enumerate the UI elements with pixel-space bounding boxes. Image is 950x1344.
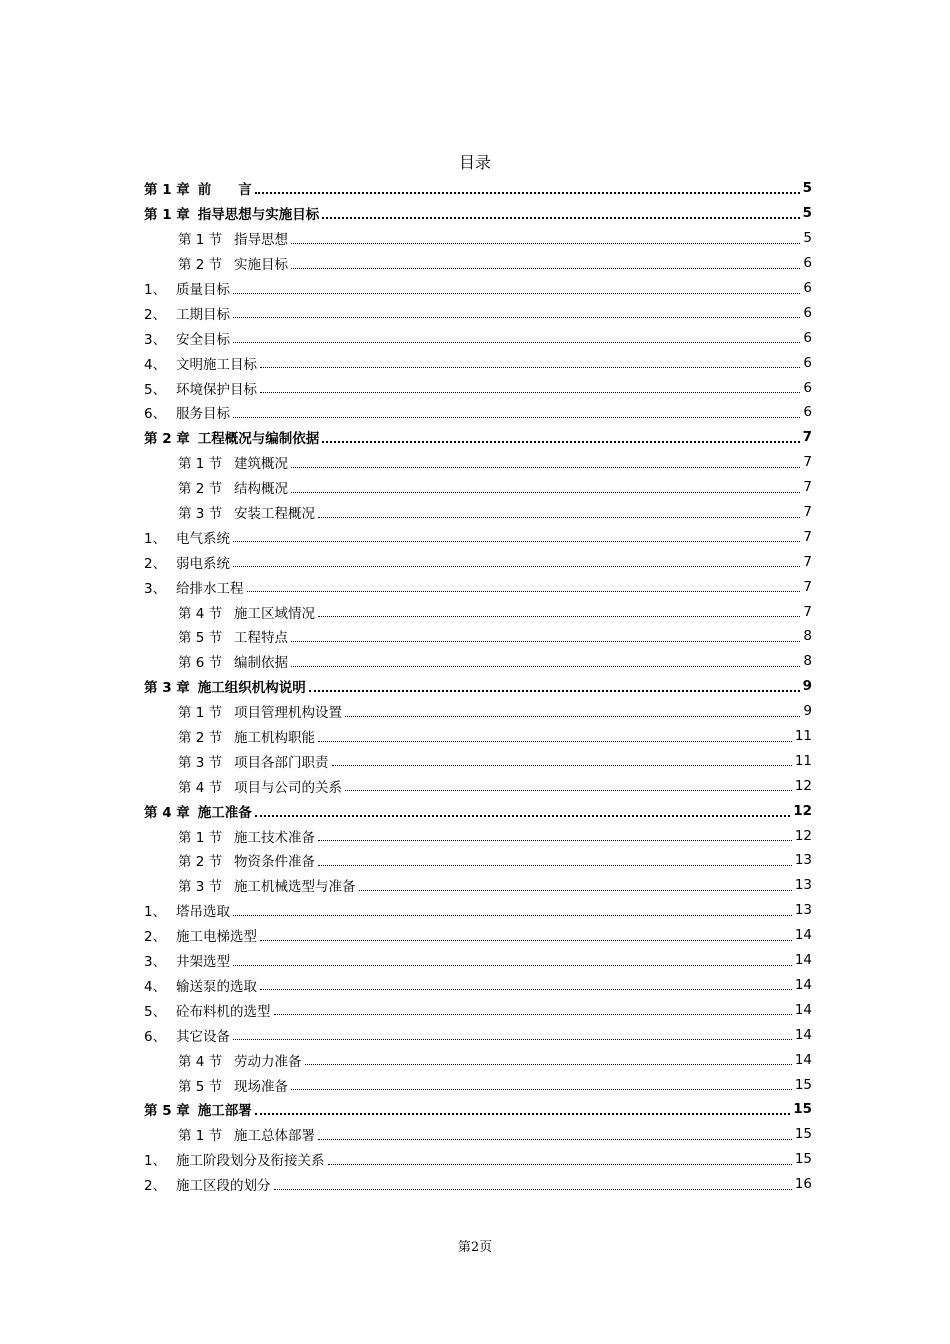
dot-leader: [233, 915, 792, 916]
toc-entry-title: 项目管理机构设置: [234, 705, 342, 722]
toc-entry-number: 1、: [144, 530, 167, 547]
toc-entry-number: 第 3 节: [178, 754, 223, 771]
toc-entry-page: 16: [794, 1176, 812, 1193]
toc-entry-page: 6: [803, 329, 812, 346]
toc-entry-page: 15: [794, 1076, 812, 1093]
toc-entry-title: 工程概况与编制依据: [197, 431, 320, 448]
toc-entry-title: 施工区域情况: [234, 605, 315, 622]
toc-entry-number: 3、: [144, 331, 167, 348]
toc-entry-page: 14: [794, 976, 812, 993]
toc-entry-title: 施工组织机构说明: [197, 680, 306, 697]
toc-entry-number: 第 6 节: [178, 655, 223, 672]
toc-entry-number: 第 1 节: [178, 1128, 223, 1145]
dot-leader: [291, 641, 800, 642]
toc-entry-page: 9: [803, 703, 812, 720]
toc-entry-number: 第 3 节: [178, 506, 223, 523]
toc-section-entry[interactable]: [144, 848, 812, 873]
toc-section-entry[interactable]: [144, 773, 812, 798]
dot-leader: [255, 192, 800, 194]
toc-chapter-entry[interactable]: [144, 798, 812, 823]
toc-entry-page: 7: [803, 479, 812, 496]
toc-entry-number: 第 5 节: [178, 630, 223, 647]
toc-entry-page: 5: [803, 230, 812, 247]
toc-entry-number: 第 1 章: [144, 207, 190, 224]
toc-entry-title: 服务目标: [176, 406, 230, 423]
toc-entry-page: 7: [803, 454, 812, 471]
toc-section-entry[interactable]: [144, 1072, 812, 1097]
toc-entry-number: 第 5 章: [144, 1103, 190, 1120]
toc-entry-page: 11: [794, 728, 812, 745]
toc-item-entry[interactable]: [144, 276, 812, 301]
toc-entry-number: 1、: [144, 1153, 167, 1170]
toc-entry-page: 13: [794, 852, 812, 869]
dot-leader: [255, 815, 790, 817]
toc-entry-title: 井架选型: [176, 954, 230, 971]
dot-leader: [291, 492, 800, 493]
dot-leader: [233, 965, 792, 966]
toc-entry-number: 6、: [144, 1028, 167, 1045]
toc-entry-title: 文明施工目标: [176, 356, 257, 373]
dot-leader: [318, 865, 792, 866]
toc-entry-page: 7: [803, 578, 812, 595]
toc-entry-title: 施工机构职能: [234, 730, 315, 747]
toc-entry-number: 第 2 节: [178, 730, 223, 747]
toc-entry-title: 劳动力准备: [234, 1053, 302, 1070]
dot-leader: [318, 840, 792, 841]
dot-leader: [359, 890, 792, 891]
dot-leader: [274, 1014, 792, 1015]
toc-section-entry[interactable]: [144, 450, 812, 475]
toc-entry-title: 施工技术准备: [234, 829, 315, 846]
dot-leader: [318, 616, 800, 617]
toc-entry-title: 工程特点: [234, 630, 288, 647]
toc-chapter-entry[interactable]: [144, 425, 812, 450]
toc-section-entry[interactable]: [144, 624, 812, 649]
toc-section-entry[interactable]: [144, 724, 812, 749]
toc-entry-number: 5、: [144, 381, 167, 398]
toc-entry-title: 输送泵的选取: [176, 978, 257, 995]
toc-entry-page: 6: [803, 379, 812, 396]
toc-item-entry[interactable]: [144, 300, 812, 325]
toc-entry-page: 7: [803, 553, 812, 570]
toc-item-entry[interactable]: [144, 973, 812, 998]
toc-entry-number: 第 1 节: [178, 232, 223, 249]
toc-entry-number: 第 4 节: [178, 605, 223, 622]
toc-entry-number: 第 2 章: [144, 431, 190, 448]
toc-entry-page: 14: [794, 1026, 812, 1043]
toc-entry-title: 塔吊选取: [176, 904, 230, 921]
toc-entry-number: 1、: [144, 904, 167, 921]
toc-section-entry[interactable]: [144, 251, 812, 276]
toc-entry-number: 第 2 节: [178, 481, 223, 498]
dot-leader: [233, 541, 800, 542]
toc-entry-page: 5: [802, 180, 812, 197]
toc-entry-title: 施工总体部署: [234, 1128, 315, 1145]
toc-section-entry[interactable]: [144, 599, 812, 624]
toc-entry-title: 环境保护目标: [176, 381, 257, 398]
toc-entry-page: 11: [794, 752, 812, 769]
toc-chapter-entry[interactable]: [144, 201, 812, 226]
toc-section-entry[interactable]: [144, 500, 812, 525]
toc-item-entry[interactable]: [144, 1172, 812, 1197]
toc-item-entry[interactable]: [144, 524, 812, 549]
toc-entry-title: 施工电梯选型: [176, 929, 257, 946]
toc-entry-title: 施工部署: [197, 1103, 252, 1120]
toc-entry-number: 2、: [144, 306, 167, 323]
toc-entry-number: 第 4 节: [178, 779, 223, 796]
toc-entry-title: 安装工程概况: [234, 506, 315, 523]
toc-entry-number: 2、: [144, 555, 167, 572]
toc-entry-number: 2、: [144, 1178, 167, 1195]
toc-entry-title: 编制依据: [234, 655, 288, 672]
dot-leader: [322, 441, 799, 443]
toc-item-entry[interactable]: [144, 997, 812, 1022]
toc-entry-number: 第 1 章: [144, 182, 190, 199]
toc-entry-title: 安全目标: [176, 331, 230, 348]
toc-section-entry[interactable]: [144, 748, 812, 773]
toc-entry-page: 6: [803, 280, 812, 296]
toc-entry-page: 5: [802, 205, 812, 222]
toc-entry-title: 实施目标: [234, 257, 288, 274]
dot-leader: [318, 741, 792, 742]
toc-item-entry[interactable]: [144, 948, 812, 973]
toc-section-entry[interactable]: [144, 1047, 812, 1072]
toc-entry-number: 3、: [144, 954, 167, 971]
toc-entry-page: 14: [794, 927, 812, 944]
toc-entry-page: 6: [803, 404, 812, 421]
dot-leader: [260, 392, 800, 393]
dot-leader: [260, 367, 800, 368]
toc-entry-number: 2、: [144, 929, 167, 946]
toc-item-entry[interactable]: [144, 375, 812, 400]
toc-entry-title: 其它设备: [176, 1028, 230, 1045]
toc-entry-number: 3、: [144, 580, 167, 597]
toc-entry-title: 质量目标: [176, 282, 230, 298]
toc-entry-page: 15: [794, 1126, 812, 1143]
toc-entry-title: 给排水工程: [176, 580, 244, 597]
toc-entry-page: 6: [803, 304, 812, 321]
toc-entry-page: 12: [793, 802, 812, 819]
toc-entry-page: 14: [794, 1051, 812, 1068]
dot-leader: [274, 1189, 792, 1190]
dot-leader: [328, 1164, 792, 1165]
toc-entry-title: 前 言: [197, 182, 252, 199]
toc-chapter-entry[interactable]: [144, 176, 812, 201]
toc-entry-page: 7: [802, 429, 812, 446]
toc-section-entry[interactable]: [144, 226, 812, 251]
dot-leader: [291, 268, 800, 269]
toc-item-entry[interactable]: [144, 350, 812, 375]
toc-entry-number: 第 5 节: [178, 1078, 223, 1095]
toc-entry-title: 结构概况: [234, 481, 288, 498]
toc-title: 目录: [458, 153, 491, 172]
toc-entry-page: 15: [793, 1101, 812, 1118]
dot-leader: [233, 566, 800, 567]
toc-entry-number: 第 3 章: [144, 680, 190, 697]
table-of-contents: [144, 176, 812, 1197]
toc-entry-page: 6: [803, 354, 812, 371]
toc-entry-page: 7: [803, 504, 812, 521]
dot-leader: [233, 293, 800, 294]
toc-entry-page: 13: [794, 902, 812, 919]
dot-leader: [291, 243, 800, 244]
toc-entry-page: 7: [803, 528, 812, 545]
dot-leader: [233, 342, 800, 343]
toc-entry-page: 7: [803, 603, 812, 620]
toc-item-entry[interactable]: [144, 574, 812, 599]
toc-item-entry[interactable]: [144, 898, 812, 923]
dot-leader: [291, 467, 800, 468]
toc-entry-page: 12: [794, 827, 812, 844]
toc-entry-page: 9: [802, 678, 812, 695]
toc-entry-title: 砼布料机的选型: [176, 1003, 271, 1020]
toc-entry-title: 项目各部门职责: [234, 754, 329, 771]
toc-chapter-entry[interactable]: [144, 674, 812, 699]
toc-entry-title: 弱电系统: [176, 555, 230, 572]
toc-section-entry[interactable]: [144, 1122, 812, 1147]
dot-leader: [233, 317, 800, 318]
toc-entry-title: 建筑概况: [234, 456, 288, 473]
dot-leader: [260, 989, 792, 990]
toc-entry-page: 15: [794, 1151, 812, 1168]
toc-section-entry[interactable]: [144, 699, 812, 724]
toc-entry-page: 12: [794, 777, 812, 794]
dot-leader: [247, 591, 801, 592]
dot-leader: [233, 417, 800, 418]
toc-item-entry[interactable]: [144, 923, 812, 948]
toc-entry-number: 第 2 节: [178, 854, 223, 871]
dot-leader: [291, 666, 800, 667]
toc-entry-title: 指导思想与实施目标: [197, 207, 320, 224]
toc-section-entry[interactable]: [144, 649, 812, 674]
dot-leader: [233, 1039, 792, 1040]
dot-leader: [318, 1139, 792, 1140]
dot-leader: [291, 1089, 792, 1090]
toc-entry-title: 指导思想: [234, 232, 288, 249]
toc-entry-number: 第 1 节: [178, 829, 223, 846]
dot-leader: [305, 1064, 792, 1065]
toc-entry-number: 4、: [144, 356, 167, 373]
toc-entry-number: 4、: [144, 978, 167, 995]
toc-entry-number: 第 4 章: [144, 804, 190, 821]
toc-entry-title: 物资条件准备: [234, 854, 315, 871]
toc-item-entry[interactable]: [144, 1147, 812, 1172]
toc-item-entry[interactable]: [144, 325, 812, 350]
toc-entry-number: 第 3 节: [178, 879, 223, 896]
toc-entry-title: 项目与公司的关系: [234, 779, 342, 796]
toc-entry-page: 14: [794, 1001, 812, 1018]
toc-entry-number: 6、: [144, 406, 167, 423]
dot-leader: [260, 940, 792, 941]
dot-leader: [345, 790, 792, 791]
toc-entry-page: 13: [794, 877, 812, 894]
toc-entry-title: 现场准备: [234, 1078, 288, 1095]
dot-leader: [255, 1113, 790, 1115]
dot-leader: [345, 716, 800, 717]
toc-chapter-entry[interactable]: [144, 1097, 812, 1122]
dot-leader: [332, 765, 792, 766]
toc-entry-number: 第 1 节: [178, 456, 223, 473]
toc-section-entry[interactable]: [144, 475, 812, 500]
toc-entry-title: 施工准备: [197, 804, 252, 821]
toc-entry-number: 第 4 节: [178, 1053, 223, 1070]
toc-entry-title: 施工机械选型与准备: [234, 879, 356, 896]
dot-leader: [322, 217, 799, 219]
toc-section-entry[interactable]: [144, 823, 812, 848]
toc-entry-page: 6: [803, 255, 812, 272]
toc-item-entry[interactable]: [144, 400, 812, 425]
toc-entry-page: 8: [803, 628, 812, 645]
toc-entry-number: 5、: [144, 1003, 167, 1020]
toc-entry-page: 14: [794, 952, 812, 969]
toc-entry-title: 工期目标: [176, 306, 230, 323]
dot-leader: [309, 690, 800, 692]
toc-entry-number: 第 1 节: [178, 705, 223, 722]
toc-entry-title: 施工阶段划分及衔接关系: [176, 1153, 325, 1170]
toc-entry-title: 施工区段的划分: [176, 1178, 271, 1195]
toc-entry-number: 1、: [144, 282, 167, 298]
toc-entry-number: 第 2 节: [178, 257, 223, 274]
toc-item-entry[interactable]: [144, 1022, 812, 1047]
toc-entry-page: 8: [803, 653, 812, 670]
page-footer: 第2页: [457, 1240, 493, 1255]
dot-leader: [318, 517, 800, 518]
toc-item-entry[interactable]: [144, 549, 812, 574]
toc-section-entry[interactable]: [144, 873, 812, 898]
toc-entry-title: 电气系统: [176, 530, 230, 547]
